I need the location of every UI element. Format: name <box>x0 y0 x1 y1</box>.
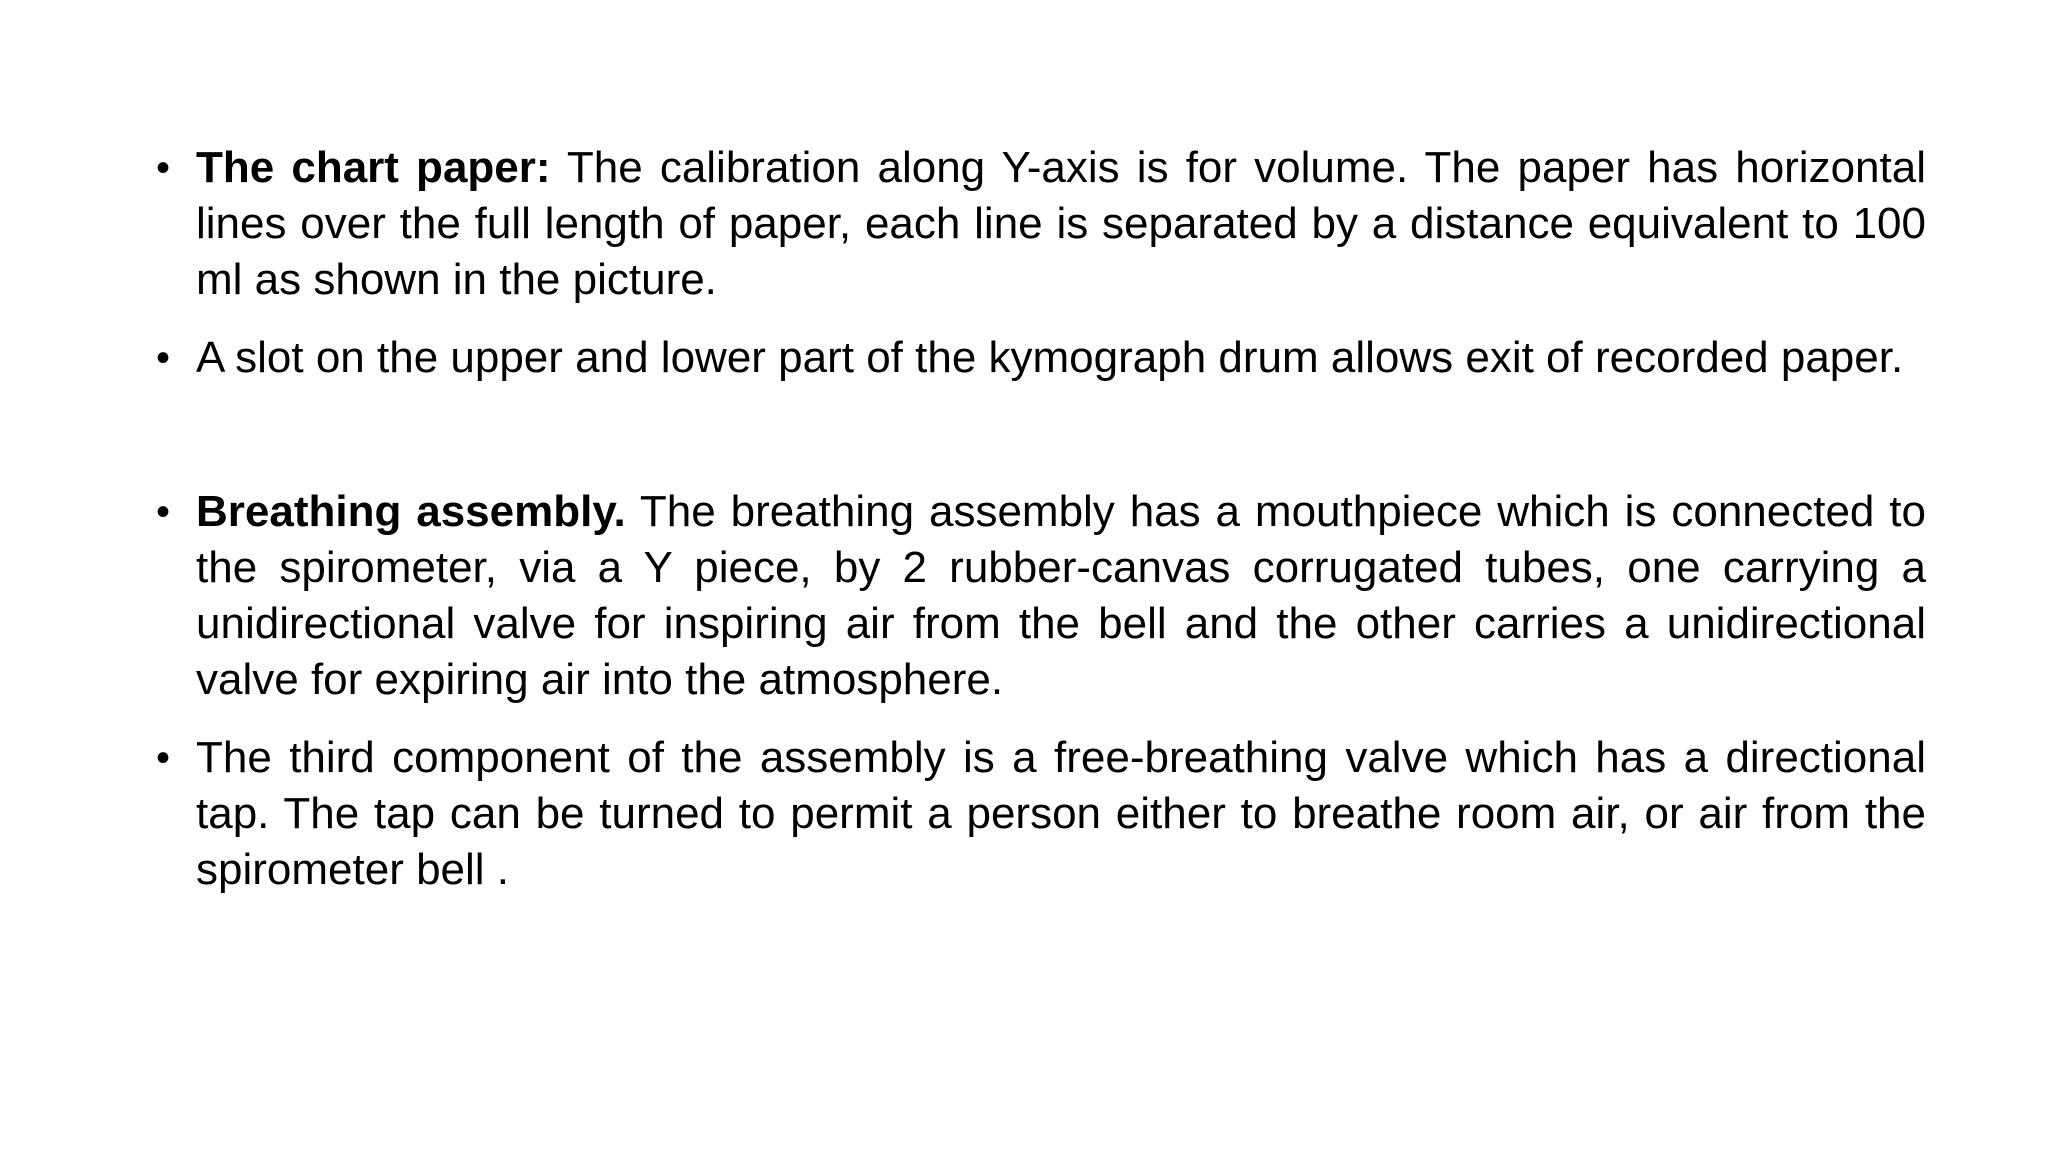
bullet-third-component <box>152 730 1926 898</box>
bullet-dot-icon: • <box>156 736 171 780</box>
spacer <box>152 708 1926 730</box>
bullet-slot <box>152 330 1926 386</box>
bullet-dot-icon: • <box>156 336 171 380</box>
bullet-term: Breathing assembly. <box>196 487 626 536</box>
bullet-text: A slot on the upper and lower part of the kymograph drum allows exit of recorded paper. <box>196 333 1904 382</box>
bullet-text: The third component of the assembly is a free-breathing valve which has a directional tap. The tap can be turned to permit a person either to breathe room air, or air from the spirometer bell . <box>196 733 1926 894</box>
bullet-dot-icon: • <box>156 490 171 534</box>
bullet-text: The breathing assembly has a mouthpiece which is connected to the spirometer, via a Y piece, by 2 rubber-canvas corrugated tubes, one carrying a unidirectional valve for inspiring air from the bell and the other carries a unidirectional valve for expiring air into the atmosphere. <box>196 487 1926 704</box>
bullet-text: The calibration along Y-axis is for volume. The paper has horizontal lines over the full length of paper, each line is separated by a distance equivalent to 100 ml as shown in the picture. <box>196 143 1926 304</box>
bullet-dot-icon: • <box>156 146 171 190</box>
bullet-term: The chart paper: <box>196 143 551 192</box>
bullet-chart-paper <box>152 140 1926 308</box>
slide-body <box>152 140 1926 898</box>
spacer <box>152 386 1926 484</box>
spacer <box>152 308 1926 330</box>
bullet-breathing-assembly <box>152 484 1926 708</box>
